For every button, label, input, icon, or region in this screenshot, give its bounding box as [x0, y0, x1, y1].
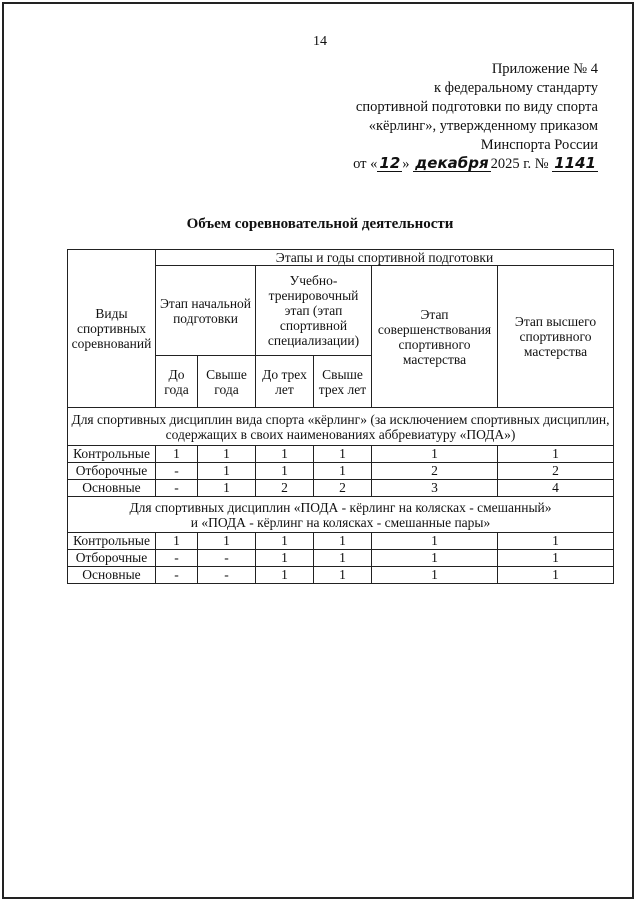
appendix-block	[298, 60, 598, 174]
handwritten-month: декабря	[415, 154, 489, 172]
table-row	[68, 480, 614, 497]
subheader-upto-three: До трех лет	[256, 356, 314, 408]
table-cell: -	[198, 550, 256, 567]
year-part: 2025 г. №	[490, 156, 549, 172]
table-cell: 1	[314, 550, 372, 567]
section-2-line: и «ПОДА - кёрлинг на колясках - смешанные пары»	[190, 514, 491, 530]
table-cell: 1	[372, 550, 498, 567]
competition-volume-table	[67, 249, 614, 584]
table-cell: 2	[314, 480, 372, 497]
appendix-line: Минспорта России	[480, 137, 598, 153]
table-cell: 1	[314, 533, 372, 550]
header-stages: Этапы и годы спортивной подготовки	[156, 250, 614, 266]
table-cell: 1	[198, 533, 256, 550]
table-cell: 1	[498, 533, 614, 550]
section-2-header	[68, 497, 614, 533]
row-label: Отборочные	[68, 463, 156, 480]
table-cell: 1	[314, 446, 372, 463]
appendix-line: «кёрлинг», утвержденному приказом	[368, 118, 598, 134]
section-1-header: Для спортивных дисциплин вида спорта «кёрлинг» (за исключением спортивных дисциплин, содержащих в своих наименованиях аббревиатуру «ПОДА»)	[68, 408, 614, 446]
table-cell: 1	[156, 446, 198, 463]
table-cell: 2	[498, 463, 614, 480]
table-row	[68, 567, 614, 584]
order-dateline	[298, 155, 598, 174]
table-cell: 1	[372, 567, 498, 584]
table-cell: 1	[198, 446, 256, 463]
table-cell: 2	[256, 480, 314, 497]
document-title: Объем соревновательной деятельности	[186, 216, 454, 232]
table-cell: 1	[498, 446, 614, 463]
table-cell: 3	[372, 480, 498, 497]
table-cell: 1	[256, 463, 314, 480]
table-cell: 1	[256, 567, 314, 584]
header-stage-initial: Этап начальной подготовки	[156, 266, 256, 356]
table-cell: 2	[372, 463, 498, 480]
table-cell: 1	[314, 567, 372, 584]
table-cell: -	[198, 567, 256, 584]
table-cell: -	[156, 463, 198, 480]
header-stage-training: Учебно-тренировочный этап (этап спортивной специализации)	[256, 266, 372, 356]
table-cell: 1	[314, 463, 372, 480]
table-cell: 1	[498, 550, 614, 567]
table-cell: -	[156, 567, 198, 584]
table-row	[68, 463, 614, 480]
date-prefix: от «	[353, 156, 378, 172]
table-row	[68, 533, 614, 550]
handwritten-day: 12	[379, 154, 401, 172]
table-cell: 4	[498, 480, 614, 497]
appendix-line: спортивной подготовки по виду спорта	[355, 99, 598, 115]
subheader-over-year: Свыше года	[198, 356, 256, 408]
table-row	[68, 550, 614, 567]
table-cell: -	[156, 480, 198, 497]
table-row	[68, 446, 614, 463]
appendix-line: к федеральному стандарту	[434, 80, 598, 96]
appendix-line: Приложение № 4	[491, 61, 598, 77]
row-label: Контрольные	[68, 533, 156, 550]
table-cell: 1	[372, 446, 498, 463]
table-cell: 1	[198, 463, 256, 480]
table-cell: 1	[256, 533, 314, 550]
subheader-over-three: Свыше трех лет	[314, 356, 372, 408]
section-2-line: Для спортивных дисциплин «ПОДА - кёрлинг на колясках - смешанный»	[129, 499, 552, 515]
row-label: Отборочные	[68, 550, 156, 567]
table-cell: 1	[198, 480, 256, 497]
header-stage-improve: Этап совершенствования спортивного мастерства	[372, 266, 498, 408]
header-kinds: Виды спортивных соревнований	[68, 250, 156, 408]
table-cell: 1	[156, 533, 198, 550]
table-cell: -	[156, 550, 198, 567]
row-label: Основные	[68, 567, 156, 584]
date-mid: »	[402, 156, 410, 172]
table-cell: 1	[372, 533, 498, 550]
table-cell: 1	[498, 567, 614, 584]
subheader-upto-year: До года	[156, 356, 198, 408]
table-cell: 1	[256, 550, 314, 567]
handwritten-order-number: 1141	[554, 154, 596, 172]
header-stage-higher: Этап высшего спортивного мастерства	[498, 266, 614, 408]
page-number: 14	[313, 34, 327, 49]
row-label: Контрольные	[68, 446, 156, 463]
row-label: Основные	[68, 480, 156, 497]
table-cell: 1	[256, 446, 314, 463]
